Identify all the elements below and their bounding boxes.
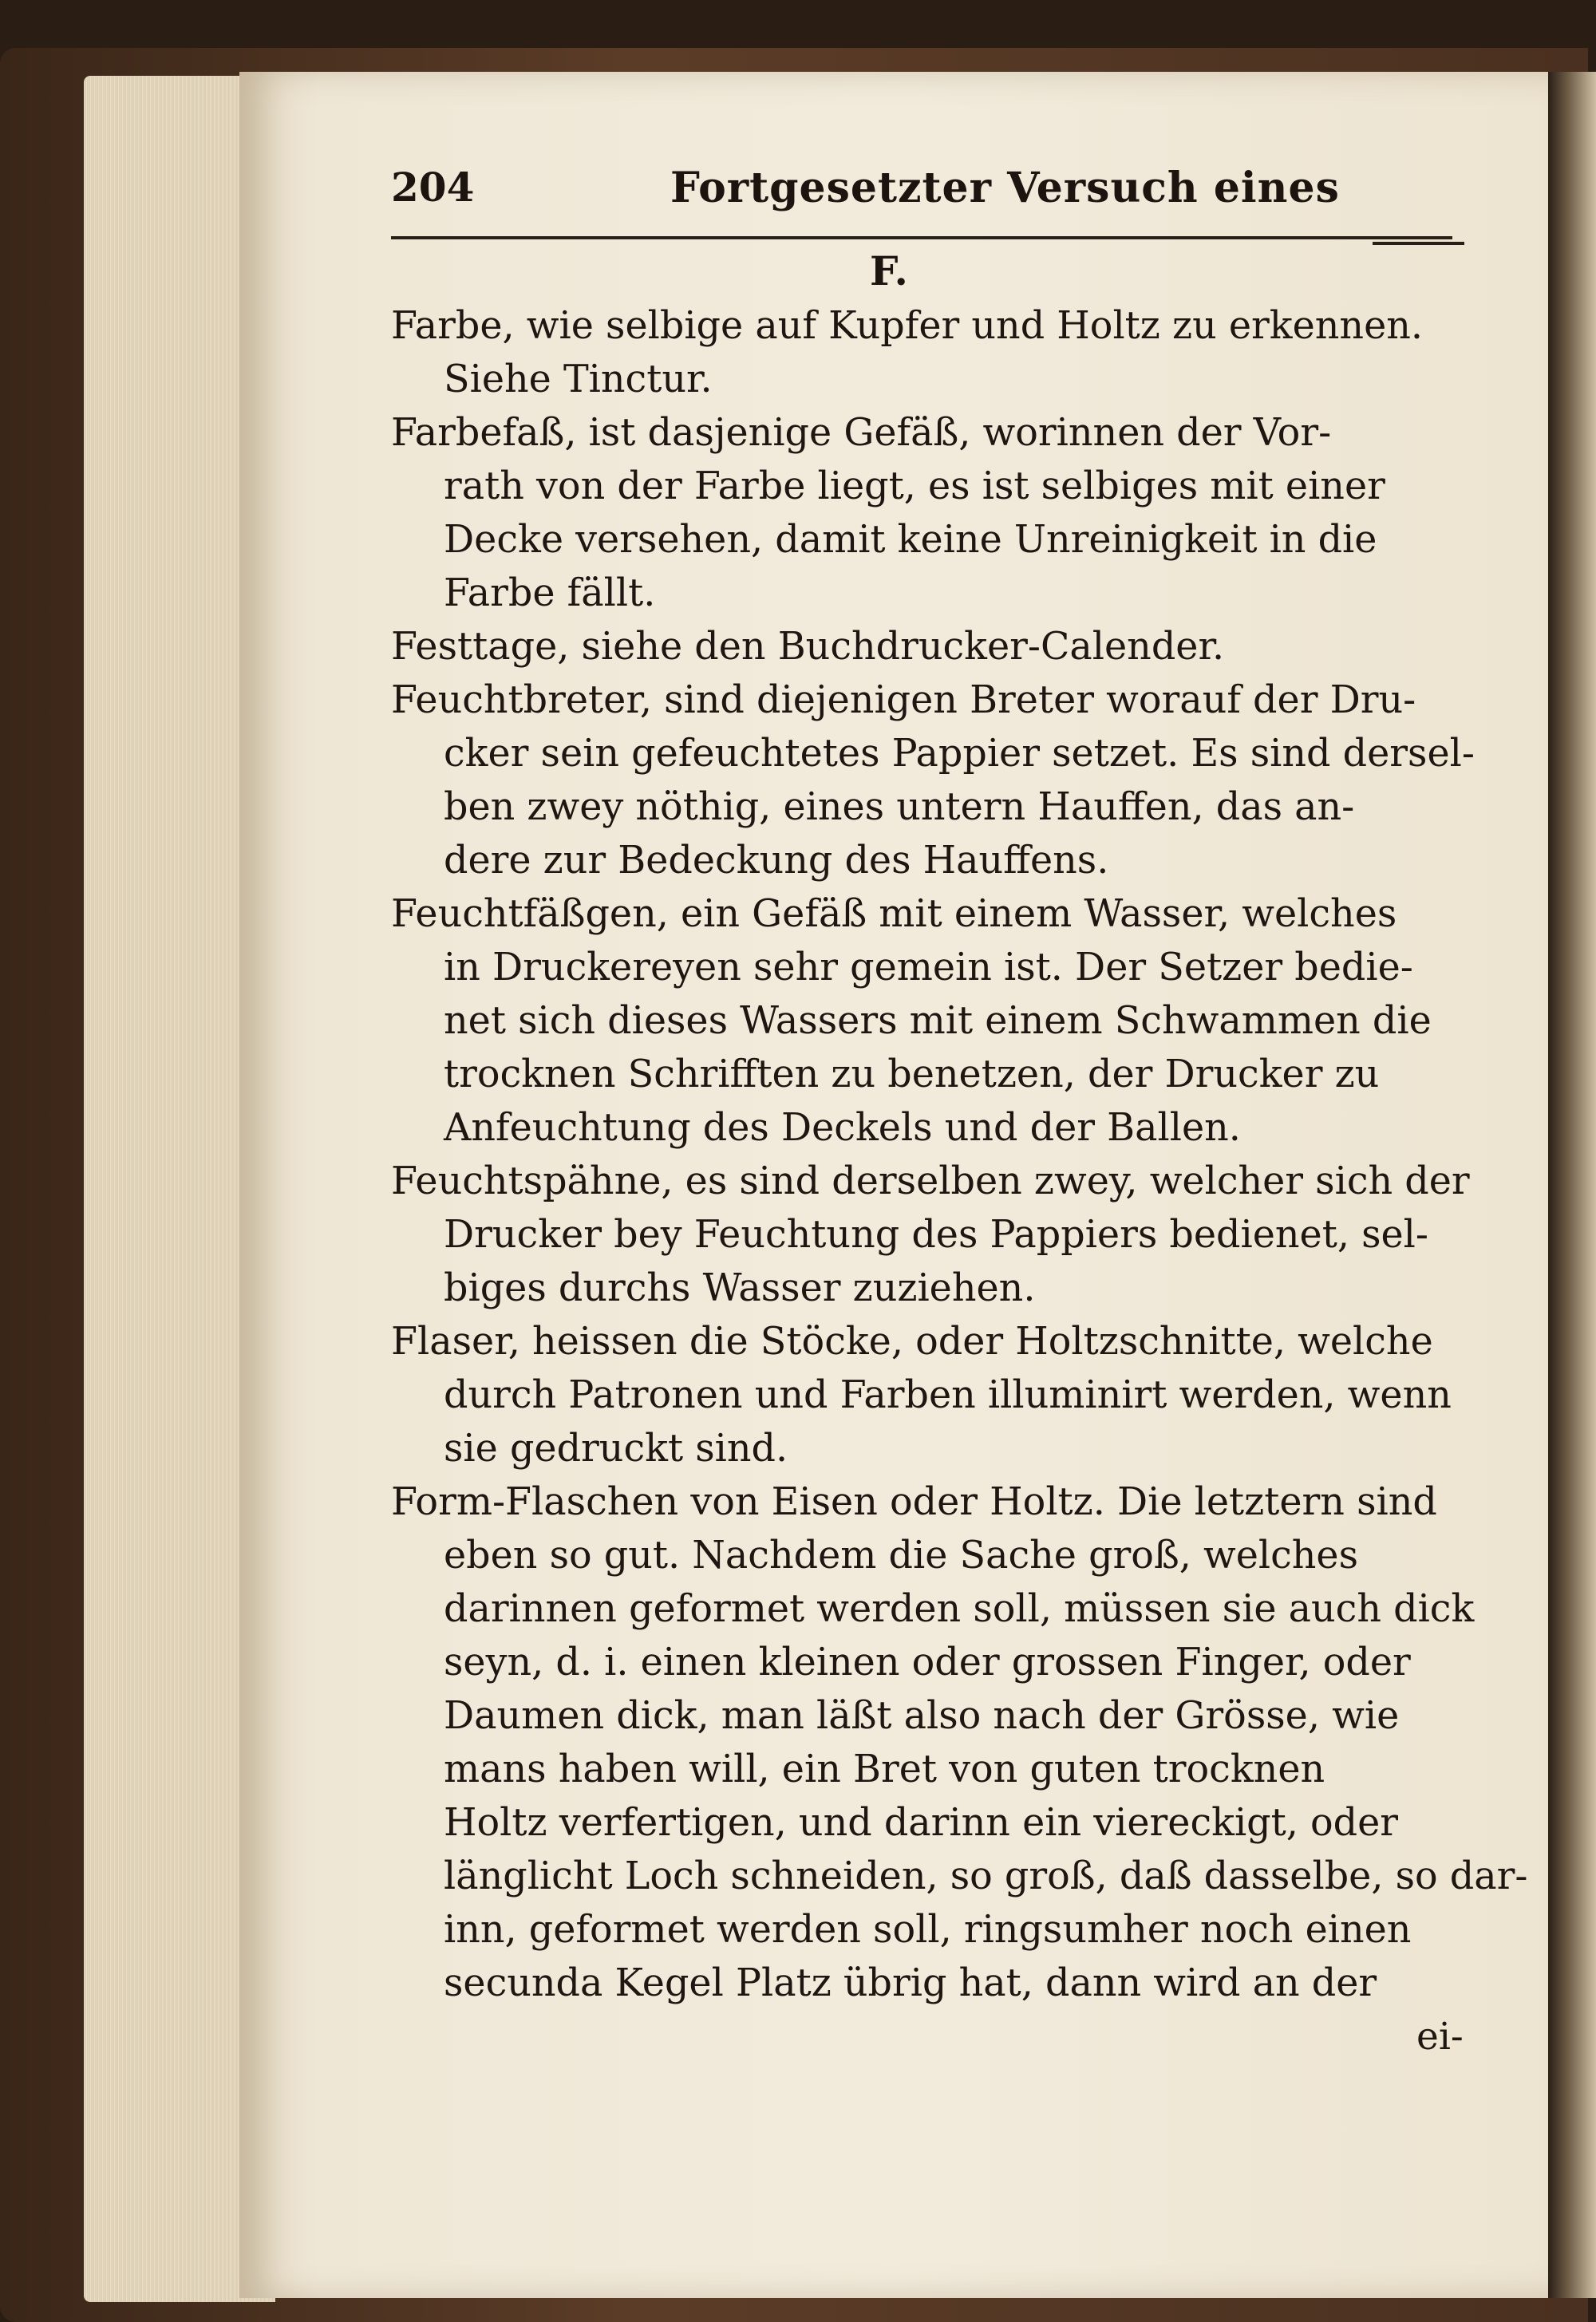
glossary-text — [391, 299, 1528, 2010]
text-line: ben zwey nöthig, eines untern Hauffen, das an- — [444, 785, 1355, 829]
text-line: Daumen dick, man läßt also nach der Grösse, wie — [444, 1694, 1400, 1738]
text-line: Siehe Tinctur. — [444, 357, 713, 401]
text-line: Decke versehen, damit keine Unreinigkeit in die — [444, 518, 1377, 562]
text-line: Farbefaß, ist dasjenige Gefäß, worinnen der Vor- — [391, 411, 1332, 455]
text-line: Anfeuchtung des Deckels und der Ballen. — [444, 1106, 1241, 1150]
text-line: länglicht Loch schneiden, so groß, daß dasselbe, so dar- — [444, 1854, 1528, 1898]
text-line: trocknen Schrifften zu benetzen, der Drucker zu — [444, 1052, 1380, 1096]
text-line: secunda Kegel Platz übrig hat, dann wird an der — [444, 1961, 1377, 2005]
text-line: Farbe, wie selbige auf Kupfer und Holtz zu erkennen. — [391, 304, 1424, 348]
text-line: cker sein gefeuchtetes Pappier setzet. Es sind dersel- — [444, 732, 1475, 776]
text-line: mans haben will, ein Bret von guten trocknen — [444, 1747, 1325, 1791]
running-head: Fortgesetzter Versuch eines — [670, 164, 1340, 212]
page-header — [391, 164, 1492, 227]
text-line: durch Patronen und Farben illuminirt werden, wenn — [444, 1373, 1452, 1417]
text-line: darinnen geformet werden soll, müssen sie auch dick — [444, 1587, 1475, 1631]
text-line: rath von der Farbe liegt, es ist selbiges mit einer — [444, 464, 1385, 508]
text-line: Feuchtspähne, es sind derselben zwey, welcher sich der — [391, 1159, 1470, 1203]
text-line: sie gedruckt sind. — [444, 1427, 788, 1471]
text-line: in Druckereyen sehr gemein ist. Der Setzer bedie- — [444, 946, 1413, 989]
text-line: Holtz verfertigen, und darinn ein viereckigt, oder — [444, 1801, 1399, 1845]
text-line: Form-Flaschen von Eisen oder Holtz. Die letztern sind — [391, 1480, 1437, 1524]
text-line: seyn, d. i. einen kleinen oder grossen Finger, oder — [444, 1641, 1411, 1684]
text-line: Flaser, heissen die Stöcke, oder Holtzschnitte, welche — [391, 1320, 1433, 1364]
page-number: 204 — [391, 164, 475, 211]
text-line: net sich dieses Wassers mit einem Schwammen die — [444, 999, 1432, 1043]
facing-page-edge — [1548, 72, 1596, 2298]
catchword: ei- — [1416, 2015, 1464, 2059]
text-line: Festtage, siehe den Buchdrucker-Calender. — [391, 625, 1225, 669]
text-line: inn, geformet werden soll, ringsumher noch einen — [444, 1908, 1412, 1952]
text-line: dere zur Bedeckung des Hauffens. — [444, 839, 1109, 883]
section-letter: F. — [870, 247, 908, 294]
text-line: Farbe fällt. — [444, 571, 656, 615]
text-line: biges durchs Wasser zuziehen. — [444, 1266, 1036, 1310]
header-rule — [391, 236, 1452, 239]
text-line: Feuchtbreter, sind diejenigen Breter worauf der Dru- — [391, 678, 1416, 722]
text-line: Feuchtfäßgen, ein Gefäß mit einem Wasser, welches — [391, 892, 1397, 936]
text-line: Drucker bey Feuchtung des Pappiers bedienet, sel- — [444, 1213, 1428, 1257]
text-line: eben so gut. Nachdem die Sache groß, welches — [444, 1534, 1359, 1578]
header-rule-short — [1373, 242, 1464, 245]
